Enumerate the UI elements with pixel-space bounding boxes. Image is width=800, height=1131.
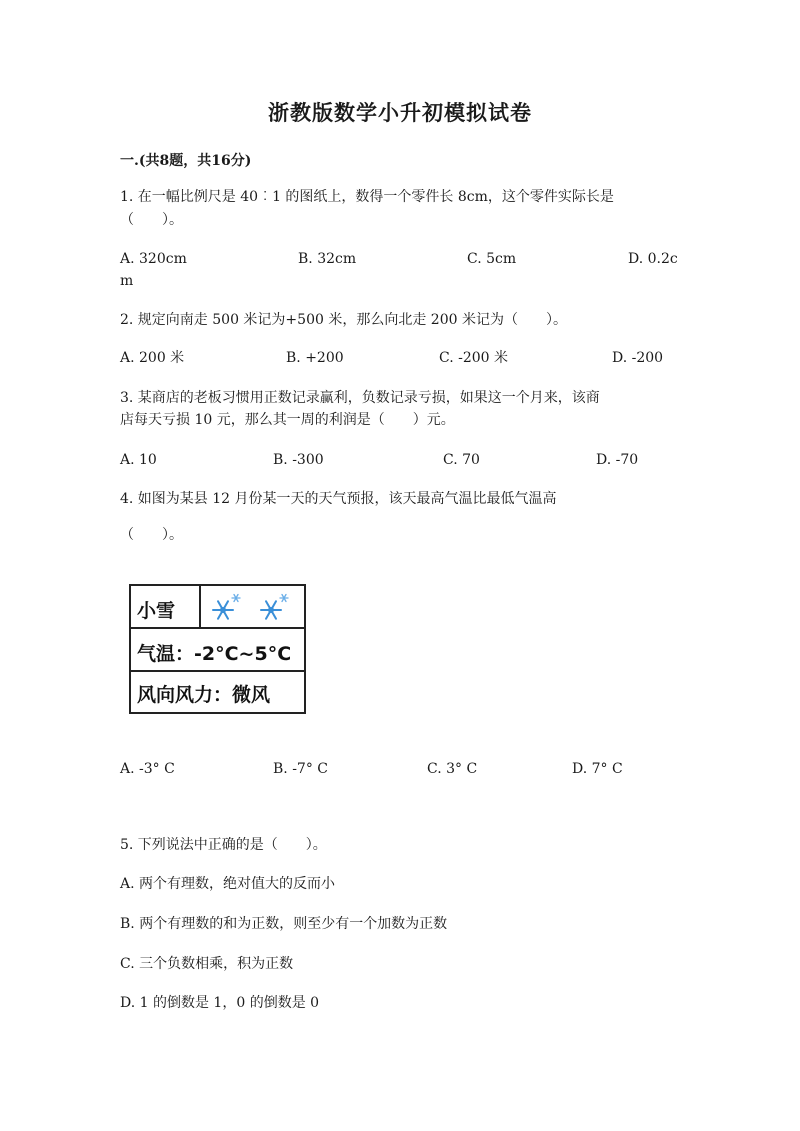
- question-2-option-d: D. -200: [612, 350, 664, 366]
- snowflake-icon: [261, 601, 281, 618]
- question-3-line-2: 店每天亏损 10 元，那么其一周的利润是（ ）元。: [120, 412, 455, 428]
- question-4-option-d: D. 7° C: [572, 761, 623, 777]
- question-3-option-d: D. -70: [596, 452, 639, 468]
- question-2-option-b: B. +200: [286, 350, 344, 366]
- weather-forecast-table: [129, 584, 306, 714]
- weather-row-temperature: [131, 629, 304, 672]
- weather-row-wind: [131, 672, 304, 712]
- question-1-option-d-wrap: m: [120, 273, 134, 289]
- question-5-text: 5. 下列说法中正确的是（ ）。: [120, 837, 327, 853]
- question-3-option-c: C. 70: [443, 452, 480, 468]
- section-heading: 一.(共8题，共16分): [120, 153, 252, 169]
- question-3-option-a: A. 10: [120, 452, 157, 468]
- question-1-option-c: C. 5cm: [467, 251, 517, 267]
- question-1-line-1: 1. 在一幅比例尺是 40︰1 的图纸上，数得一个零件长 8cm，这个零件实际长是: [120, 189, 614, 205]
- question-4-line-1: 4. 如图为某县 12 月份某一天的天气预报，该天最高气温比最低气温高: [120, 491, 557, 507]
- question-5-option-c: C. 三个负数相乘，积为正数: [120, 956, 294, 972]
- question-1-line-2: （ ）。: [120, 212, 183, 228]
- question-4-line-2: （ ）。: [120, 527, 183, 543]
- weather-row-divider: [199, 586, 201, 627]
- question-1-option-d: D. 0.2c: [628, 251, 678, 267]
- snowflake-icons: [203, 590, 303, 626]
- snowflake-icon: [213, 601, 233, 618]
- question-4-option-a: A. -3° C: [120, 761, 175, 777]
- question-4-option-b: B. -7° C: [273, 761, 328, 777]
- question-2-text: 2. 规定向南走 500 米记为+500 米，那么向北走 200 米记为（ ）。: [120, 312, 567, 328]
- question-5-option-a: A. 两个有理数，绝对值大的反而小: [120, 876, 336, 892]
- question-2-option-a: A. 200 米: [120, 350, 185, 366]
- weather-condition-label: 小雪: [137, 600, 176, 622]
- question-5-option-b: B. 两个有理数的和为正数，则至少有一个加数为正数: [120, 916, 448, 932]
- question-4-option-c: C. 3° C: [427, 761, 478, 777]
- question-5-option-d: D. 1 的倒数是 1，0 的倒数是 0: [120, 995, 320, 1011]
- question-1-option-b: B. 32cm: [298, 251, 357, 267]
- question-2-option-c: C. -200 米: [439, 350, 509, 366]
- snowflake-small-icon: [232, 595, 240, 602]
- weather-wind-label: 风向风力：微风: [137, 684, 271, 706]
- question-3-line-1: 3. 某商店的老板习惯用正数记录赢利，负数记录亏损，如果这一个月来，该商: [120, 390, 600, 406]
- weather-temperature-label: 气温：-2°C~5°C: [137, 643, 292, 665]
- question-1-option-a: A. 320cm: [120, 251, 187, 267]
- weather-row-condition: [131, 586, 304, 629]
- page-title: 浙教版数学小升初模拟试卷: [268, 100, 532, 125]
- question-3-option-b: B. -300: [273, 452, 324, 468]
- snowflake-small-icon: [280, 595, 288, 602]
